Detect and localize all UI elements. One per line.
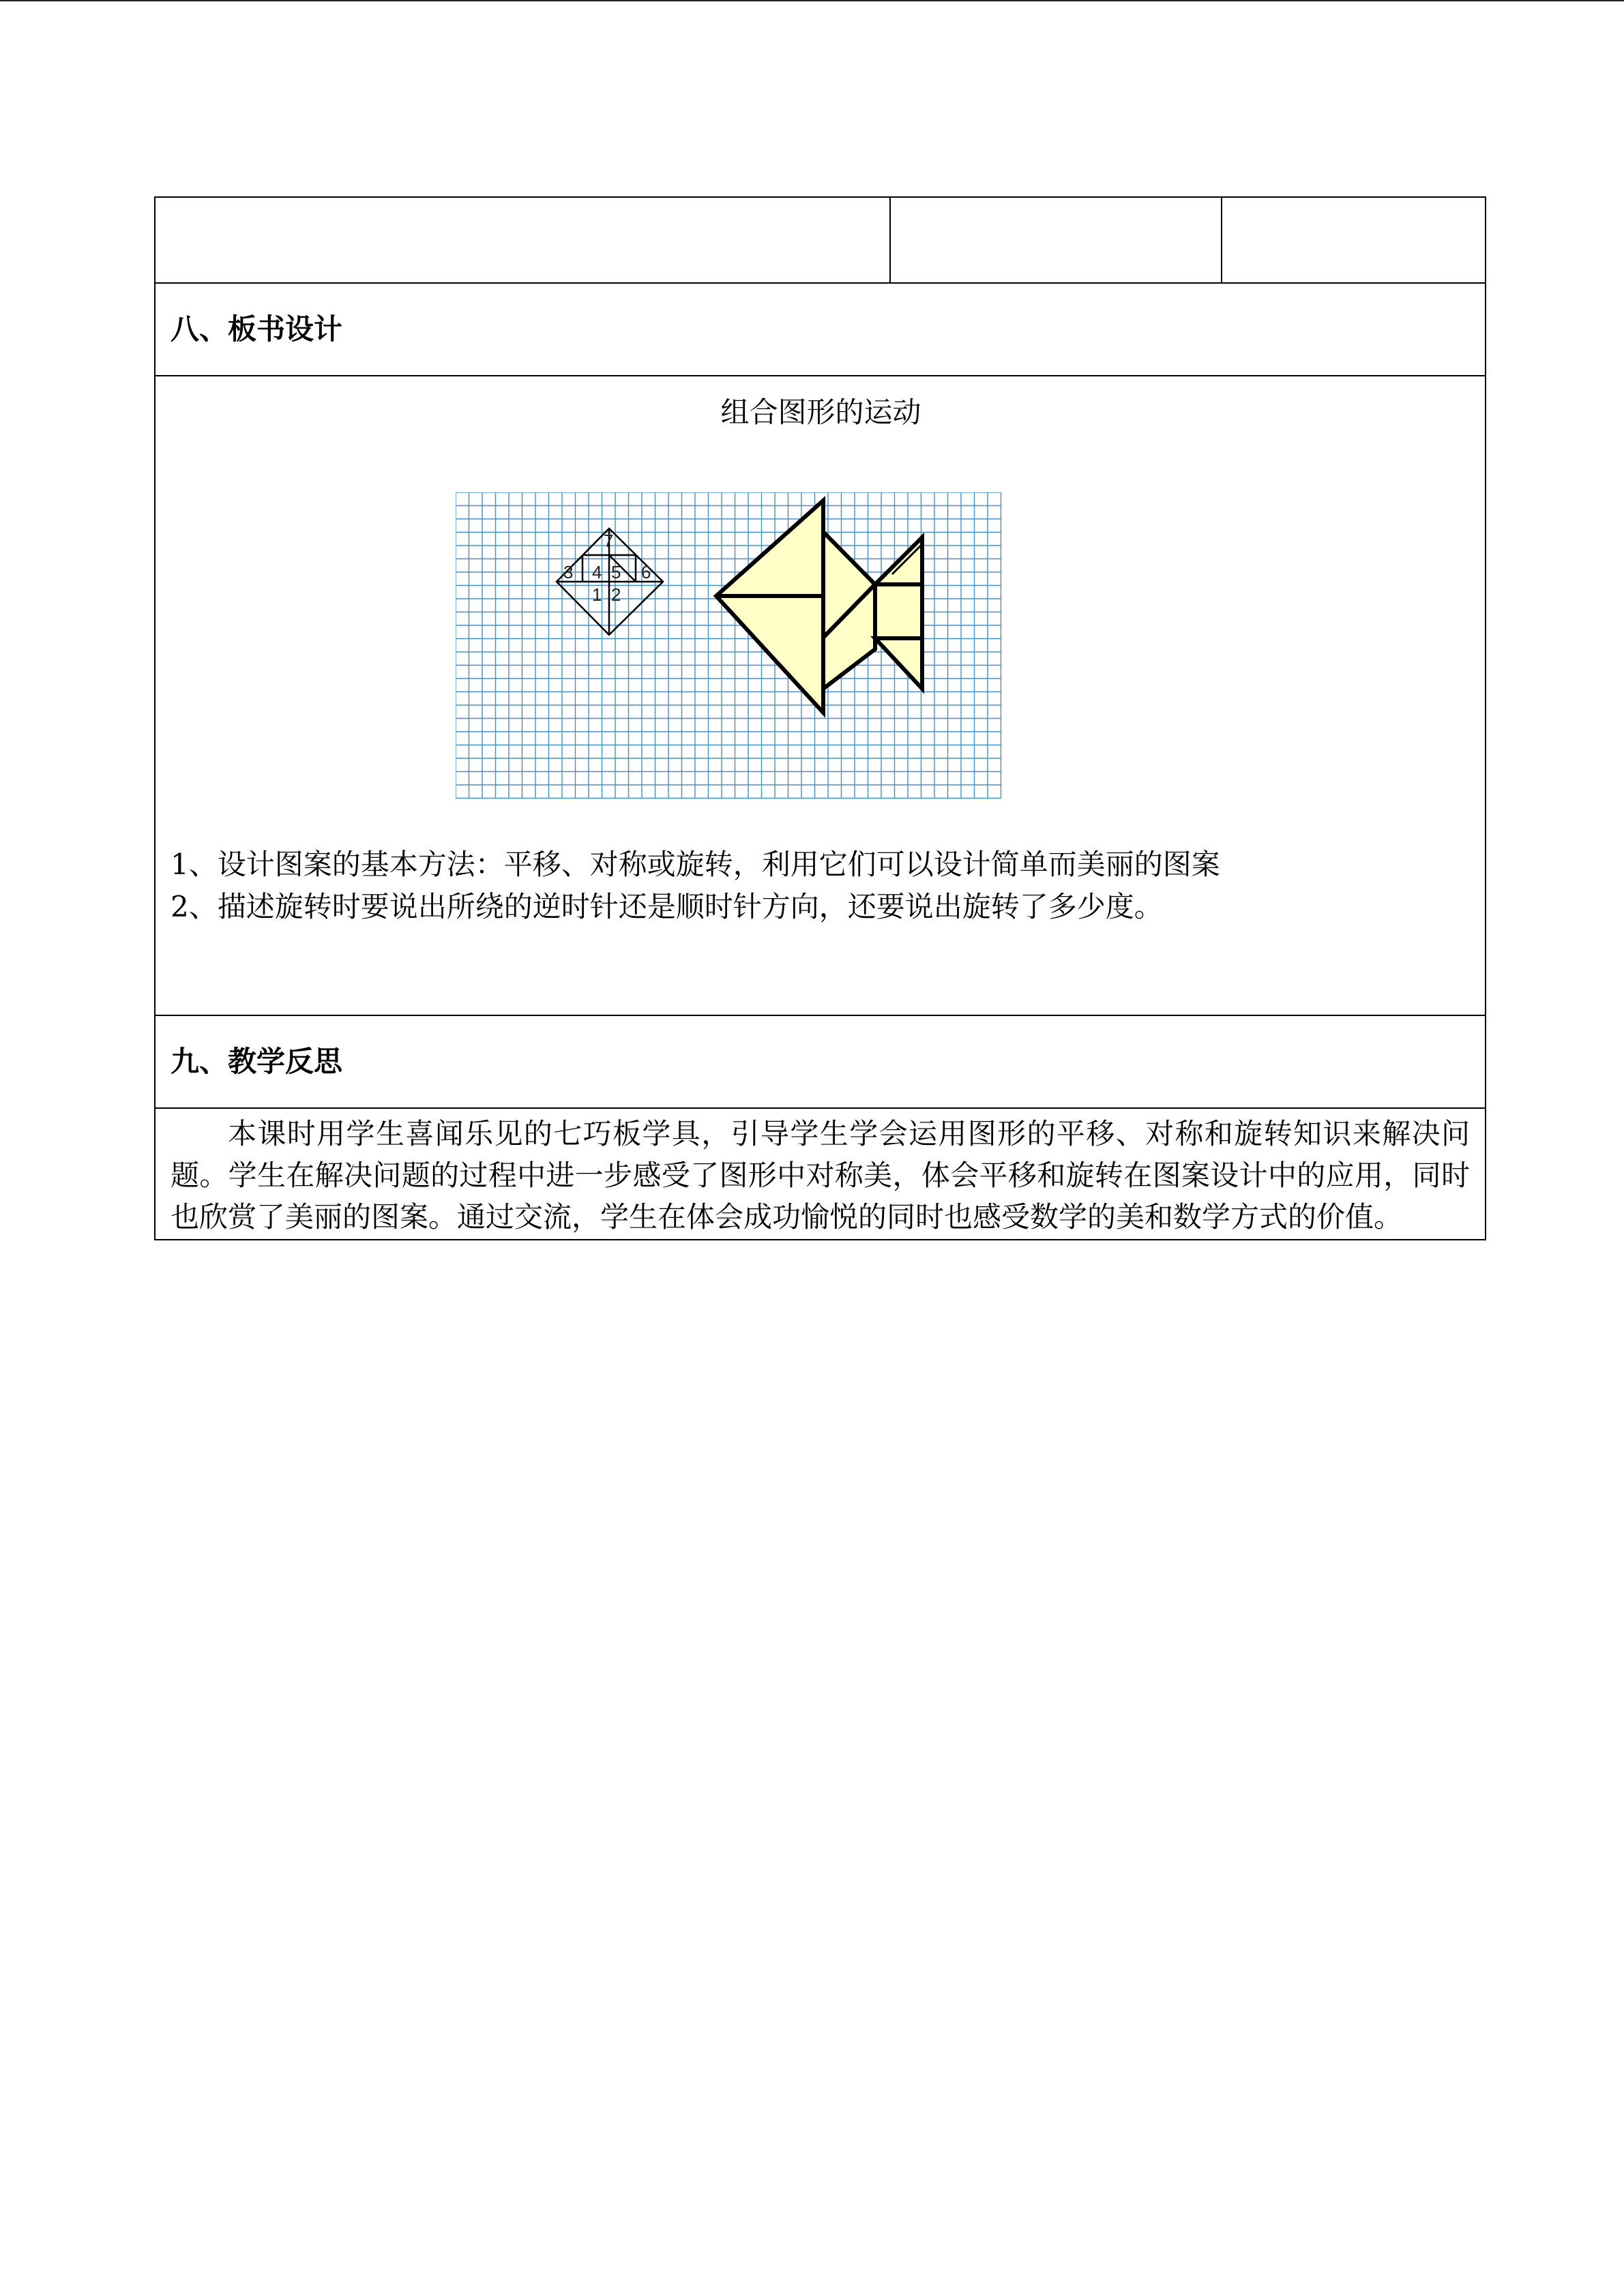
board-title: 组合图形的运动 bbox=[720, 396, 921, 429]
lesson-plan-table bbox=[154, 196, 1486, 1240]
piece-label: 3 bbox=[563, 562, 574, 582]
summary-point: 1、设计图案的基本方法：平移、对称或旋转，利用它们可以设计简单而美丽的图案 bbox=[171, 848, 1220, 881]
empty-cell-1 bbox=[155, 197, 890, 283]
board-summary bbox=[171, 844, 1220, 928]
empty-cell-3 bbox=[1222, 197, 1486, 283]
piece-label: 5 bbox=[611, 562, 621, 582]
piece-label: 1 bbox=[592, 584, 602, 605]
tangram-figure bbox=[456, 492, 1029, 806]
empty-cell-2 bbox=[890, 197, 1222, 283]
piece-label: 7 bbox=[604, 531, 614, 551]
board-design-content bbox=[155, 376, 1486, 1015]
piece-label: 4 bbox=[592, 562, 602, 582]
reflection-text: 本课时用学生喜闻乐见的七巧板学具，引导学生学会运用图形的平移、对称和旋转知识来解决问题。学生在解决问题的过程中进一步感受了图形中对称美，体会平移和旋转在图案设计中的应用，同时也欣赏了美丽的图案。通过交流，学生在体会成功愉悦的同时也感受数学的美和数学方式的价值。 bbox=[155, 1108, 1486, 1240]
summary-point: 2、描述旋转时要说出所绕的逆时针还是顺时针方向，还要说出旋转了多少度。 bbox=[171, 890, 1163, 923]
piece-label: 6 bbox=[641, 562, 651, 582]
board-design-heading: 八、板书设计 bbox=[155, 283, 1486, 376]
piece-label: 2 bbox=[611, 584, 621, 605]
reflection-heading: 九、教学反思 bbox=[155, 1015, 1486, 1108]
table-top-row bbox=[155, 197, 1486, 283]
page-top-border bbox=[0, 0, 1624, 1]
